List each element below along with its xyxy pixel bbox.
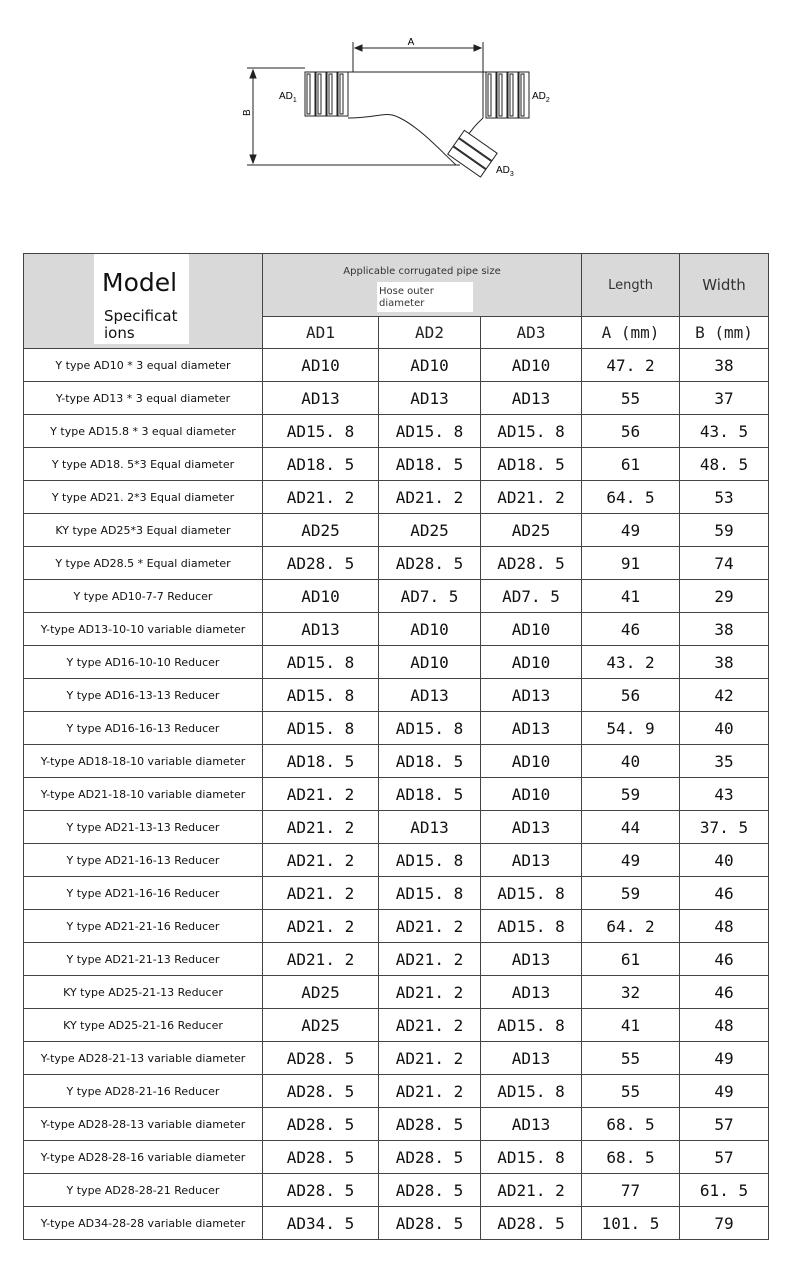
- ad1-cell: AD10: [263, 580, 379, 613]
- model-label: Y type AD16-16-13 Reducer: [61, 719, 226, 738]
- length-cell: 64. 2: [582, 910, 680, 943]
- model-cell: [24, 712, 263, 745]
- table-row: [24, 1141, 769, 1174]
- width-cell: 40: [680, 712, 769, 745]
- model-cell: [24, 844, 263, 877]
- ad3-ribs: [448, 130, 497, 177]
- ad2-cell: AD21. 2: [379, 1042, 481, 1075]
- table-row: [24, 844, 769, 877]
- model-label: Y type AD10-7-7 Reducer: [68, 587, 219, 606]
- length-cell: 55: [582, 1075, 680, 1108]
- model-label: Y type AD16-10-10 Reducer: [61, 653, 226, 672]
- width-cell: 42: [680, 679, 769, 712]
- ad1-cell: AD21. 2: [263, 778, 379, 811]
- ad3-cell: AD15. 8: [481, 415, 582, 448]
- ad3-cell: AD10: [481, 613, 582, 646]
- model-cell: [24, 943, 263, 976]
- ad3-cell: AD13: [481, 844, 582, 877]
- ad3-cell: AD15. 8: [481, 877, 582, 910]
- ad3-cell: AD28. 5: [481, 1207, 582, 1240]
- ad2-cell: AD15. 8: [379, 712, 481, 745]
- table-row: [24, 1108, 769, 1141]
- model-label: Y type AD16-13-13 Reducer: [61, 686, 226, 705]
- model-cell: [24, 1042, 263, 1075]
- table-row: [24, 349, 769, 382]
- ad3-cell: AD10: [481, 745, 582, 778]
- ad3-cell: AD13: [481, 943, 582, 976]
- ad3-cell: AD13: [481, 976, 582, 1009]
- length-cell: 59: [582, 877, 680, 910]
- ad2-cell: AD25: [379, 514, 481, 547]
- model-label: Y type AD28-21-16 Reducer: [61, 1082, 226, 1101]
- model-cell: [24, 1108, 263, 1141]
- col-b-header: B (mm): [680, 317, 769, 349]
- table-row: [24, 745, 769, 778]
- ad1-ribs: [305, 72, 348, 116]
- width-cell: 57: [680, 1141, 769, 1174]
- model-cell: [24, 778, 263, 811]
- width-cell: 49: [680, 1075, 769, 1108]
- ad1-cell: AD15. 8: [263, 646, 379, 679]
- ad2-cell: AD7. 5: [379, 580, 481, 613]
- width-cell: 38: [680, 349, 769, 382]
- ad3-cell: AD21. 2: [481, 1174, 582, 1207]
- width-cell: 35: [680, 745, 769, 778]
- width-cell: 48: [680, 910, 769, 943]
- ad2-cell: AD10: [379, 349, 481, 382]
- ad1-cell: AD34. 5: [263, 1207, 379, 1240]
- model-label: Y type AD21. 2*3 Equal diameter: [46, 488, 240, 507]
- pipe-size-label: Applicable corrugated pipe size: [343, 266, 501, 277]
- length-cell: 41: [582, 1009, 680, 1042]
- ad3-cell: AD18. 5: [481, 448, 582, 481]
- ad2-cell: AD10: [379, 646, 481, 679]
- width-cell: 43. 5: [680, 415, 769, 448]
- model-label: Y type AD21-13-13 Reducer: [61, 818, 226, 837]
- ad3-cell: AD15. 8: [481, 1141, 582, 1174]
- model-spec: Specificat ions: [104, 307, 178, 342]
- ad1-cell: AD28. 5: [263, 1174, 379, 1207]
- ad3-cell: AD13: [481, 1108, 582, 1141]
- ad3-cell: AD13: [481, 712, 582, 745]
- ad3-cell: AD25: [481, 514, 582, 547]
- ad2-cell: AD28. 5: [379, 1141, 481, 1174]
- table-row: [24, 415, 769, 448]
- model-cell: [24, 514, 263, 547]
- width-cell: 74: [680, 547, 769, 580]
- ad1-cell: AD21. 2: [263, 877, 379, 910]
- ad3-cell: AD13: [481, 811, 582, 844]
- ad2-cell: AD28. 5: [379, 547, 481, 580]
- table-row: [24, 481, 769, 514]
- length-cell: 64. 5: [582, 481, 680, 514]
- table-row: [24, 514, 769, 547]
- width-cell: 29: [680, 580, 769, 613]
- table-row: [24, 382, 769, 415]
- table-row: [24, 1075, 769, 1108]
- length-cell: 56: [582, 415, 680, 448]
- ad2-cell: AD18. 5: [379, 778, 481, 811]
- ad3-cell: AD15. 8: [481, 1009, 582, 1042]
- model-label: Y-type AD13-10-10 variable diameter: [35, 620, 252, 639]
- width-cell: 38: [680, 613, 769, 646]
- ad3-cell: AD13: [481, 1042, 582, 1075]
- ad2-cell: AD21. 2: [379, 976, 481, 1009]
- header-row: [24, 254, 769, 317]
- ad2-cell: AD18. 5: [379, 745, 481, 778]
- ad1-cell: AD18. 5: [263, 745, 379, 778]
- ad3-cell: AD10: [481, 646, 582, 679]
- ad2-cell: AD13: [379, 811, 481, 844]
- model-label: Y type AD21-21-13 Reducer: [61, 950, 226, 969]
- width-cell: 46: [680, 976, 769, 1009]
- ad2-cell: AD28. 5: [379, 1174, 481, 1207]
- width-cell: 79: [680, 1207, 769, 1240]
- ad1-cell: AD13: [263, 382, 379, 415]
- ad1-cell: AD21. 2: [263, 910, 379, 943]
- length-cell: 59: [582, 778, 680, 811]
- length-cell: 49: [582, 844, 680, 877]
- table-row: [24, 1009, 769, 1042]
- table-row: [24, 910, 769, 943]
- length-cell: 41: [582, 580, 680, 613]
- ad2-cell: AD10: [379, 613, 481, 646]
- label-ad2: $AD_2$: [532, 91, 550, 104]
- table-row: [24, 448, 769, 481]
- model-cell: [24, 877, 263, 910]
- model-label: Y-type AD28-28-13 variable diameter: [35, 1115, 252, 1134]
- ad2-ribs: [486, 72, 529, 118]
- model-cell: [24, 646, 263, 679]
- ad2-cell: AD18. 5: [379, 448, 481, 481]
- length-cell: 68. 5: [582, 1141, 680, 1174]
- model-header: [24, 254, 263, 349]
- table-row: [24, 547, 769, 580]
- ad3-cell: AD15. 8: [481, 910, 582, 943]
- model-cell: [24, 1009, 263, 1042]
- ad1-cell: AD28. 5: [263, 1075, 379, 1108]
- ad1-cell: AD28. 5: [263, 1141, 379, 1174]
- ad1-cell: AD18. 5: [263, 448, 379, 481]
- ad3-cell: AD28. 5: [481, 547, 582, 580]
- width-cell: 38: [680, 646, 769, 679]
- model-cell: [24, 1174, 263, 1207]
- model-cell: [24, 382, 263, 415]
- ad2-cell: AD21. 2: [379, 1009, 481, 1042]
- length-cell: 47. 2: [582, 349, 680, 382]
- model-cell: [24, 1207, 263, 1240]
- model-label: Y type AD18. 5*3 Equal diameter: [46, 455, 240, 474]
- ad2-cell: AD15. 8: [379, 877, 481, 910]
- model-cell: [24, 349, 263, 382]
- col-ad1-header: AD1: [263, 317, 379, 349]
- length-cell: 61: [582, 943, 680, 976]
- length-cell: 77: [582, 1174, 680, 1207]
- length-cell: 55: [582, 1042, 680, 1075]
- width-cell: 46: [680, 877, 769, 910]
- model-cell: [24, 448, 263, 481]
- model-label: Y type AD21-16-13 Reducer: [61, 851, 226, 870]
- length-cell: 46: [582, 613, 680, 646]
- length-cell: 43. 2: [582, 646, 680, 679]
- model-cell: [24, 811, 263, 844]
- ad1-cell: AD28. 5: [263, 1042, 379, 1075]
- ad3-cell: AD21. 2: [481, 481, 582, 514]
- ad1-cell: AD25: [263, 514, 379, 547]
- table-row: [24, 976, 769, 1009]
- model-label: Y type AD21-21-16 Reducer: [61, 917, 226, 936]
- width-cell: 46: [680, 943, 769, 976]
- model-cell: [24, 1141, 263, 1174]
- table-row: [24, 712, 769, 745]
- label-b: B: [242, 109, 253, 116]
- ad3-cell: AD10: [481, 349, 582, 382]
- length-cell: 68. 5: [582, 1108, 680, 1141]
- length-header: Length: [582, 254, 680, 317]
- ad1-cell: AD21. 2: [263, 811, 379, 844]
- table-row: [24, 580, 769, 613]
- table-row: [24, 613, 769, 646]
- model-cell: [24, 1075, 263, 1108]
- col-ad2-header: AD2: [379, 317, 481, 349]
- ad3-cell: AD7. 5: [481, 580, 582, 613]
- ad2-cell: AD13: [379, 679, 481, 712]
- ad2-cell: AD21. 2: [379, 1075, 481, 1108]
- label-ad3: $AD_3$: [496, 165, 514, 178]
- table-row: [24, 1042, 769, 1075]
- ad1-cell: AD10: [263, 349, 379, 382]
- length-cell: 61: [582, 448, 680, 481]
- ad1-cell: AD13: [263, 613, 379, 646]
- ad1-cell: AD21. 2: [263, 943, 379, 976]
- ad1-cell: AD21. 2: [263, 844, 379, 877]
- length-cell: 101. 5: [582, 1207, 680, 1240]
- label-a: A: [407, 37, 415, 48]
- model-label: Y type AD28.5 * Equal diameter: [49, 554, 236, 573]
- col-ad3-header: AD3: [481, 317, 582, 349]
- length-cell: 49: [582, 514, 680, 547]
- width-cell: 48: [680, 1009, 769, 1042]
- label-ad1: $AD_1$: [279, 91, 297, 104]
- ad2-cell: AD28. 5: [379, 1108, 481, 1141]
- length-cell: 44: [582, 811, 680, 844]
- model-label: Y-type AD18-18-10 variable diameter: [35, 752, 252, 771]
- width-cell: 59: [680, 514, 769, 547]
- table-row: [24, 679, 769, 712]
- col-a-header: A (mm): [582, 317, 680, 349]
- table-row: [24, 1174, 769, 1207]
- width-cell: 61. 5: [680, 1174, 769, 1207]
- model-cell: [24, 745, 263, 778]
- ad2-cell: AD21. 2: [379, 943, 481, 976]
- width-cell: 53: [680, 481, 769, 514]
- ad3-cell: AD10: [481, 778, 582, 811]
- connector-diagram: [0, 0, 790, 200]
- length-cell: 55: [582, 382, 680, 415]
- table-row: [24, 877, 769, 910]
- ad2-cell: AD13: [379, 382, 481, 415]
- length-cell: 56: [582, 679, 680, 712]
- model-cell: [24, 679, 263, 712]
- width-cell: 49: [680, 1042, 769, 1075]
- ad1-cell: AD15. 8: [263, 415, 379, 448]
- model-cell: [24, 481, 263, 514]
- ad1-cell: AD28. 5: [263, 547, 379, 580]
- model-cell: [24, 547, 263, 580]
- width-cell: 48. 5: [680, 448, 769, 481]
- model-label: Y type AD15.8 * 3 equal diameter: [44, 422, 242, 441]
- table-row: [24, 646, 769, 679]
- spec-table: [23, 253, 769, 1240]
- width-cell: 37. 5: [680, 811, 769, 844]
- table-row: [24, 811, 769, 844]
- model-label: Y-type AD13 * 3 equal diameter: [50, 389, 236, 408]
- length-cell: 54. 9: [582, 712, 680, 745]
- model-title: Model: [102, 268, 178, 297]
- model-cell: [24, 613, 263, 646]
- ad1-cell: AD25: [263, 976, 379, 1009]
- width-cell: 43: [680, 778, 769, 811]
- ad2-cell: AD21. 2: [379, 481, 481, 514]
- model-label: KY type AD25*3 Equal diameter: [49, 521, 236, 540]
- model-label: Y type AD21-16-16 Reducer: [61, 884, 226, 903]
- width-cell: 37: [680, 382, 769, 415]
- ad1-cell: AD25: [263, 1009, 379, 1042]
- dimension-b: [247, 68, 460, 165]
- width-header: Width: [680, 254, 769, 317]
- ad1-cell: AD15. 8: [263, 712, 379, 745]
- pipe-size-header: [263, 254, 582, 317]
- width-cell: 57: [680, 1108, 769, 1141]
- width-cell: 40: [680, 844, 769, 877]
- model-label: Y-type AD34-28-28 variable diameter: [35, 1214, 252, 1233]
- model-cell: [24, 580, 263, 613]
- hose-diameter-label: Hose outer diameter: [377, 282, 473, 312]
- model-label: KY type AD25-21-13 Reducer: [57, 983, 229, 1002]
- ad3-cell: AD13: [481, 679, 582, 712]
- ad2-cell: AD15. 8: [379, 844, 481, 877]
- model-label: Y-type AD28-28-16 variable diameter: [35, 1148, 252, 1167]
- table-row: [24, 943, 769, 976]
- ad2-cell: AD28. 5: [379, 1207, 481, 1240]
- length-cell: 32: [582, 976, 680, 1009]
- model-cell: [24, 415, 263, 448]
- model-label: Y-type AD28-21-13 variable diameter: [35, 1049, 252, 1068]
- length-cell: 40: [582, 745, 680, 778]
- table-row: [24, 1207, 769, 1240]
- ad1-cell: AD15. 8: [263, 679, 379, 712]
- model-label: KY type AD25-21-16 Reducer: [57, 1016, 229, 1035]
- ad2-cell: AD21. 2: [379, 910, 481, 943]
- model-label: Y type AD10 * 3 equal diameter: [49, 356, 236, 375]
- model-label: Y-type AD21-18-10 variable diameter: [35, 785, 252, 804]
- ad1-cell: AD28. 5: [263, 1108, 379, 1141]
- model-label: Y type AD28-28-21 Reducer: [61, 1181, 226, 1200]
- dimension-a: [353, 42, 483, 72]
- ad3-cell: AD13: [481, 382, 582, 415]
- model-cell: [24, 976, 263, 1009]
- ad2-cell: AD15. 8: [379, 415, 481, 448]
- table-row: [24, 778, 769, 811]
- length-cell: 91: [582, 547, 680, 580]
- model-cell: [24, 910, 263, 943]
- ad1-cell: AD21. 2: [263, 481, 379, 514]
- ad3-cell: AD15. 8: [481, 1075, 582, 1108]
